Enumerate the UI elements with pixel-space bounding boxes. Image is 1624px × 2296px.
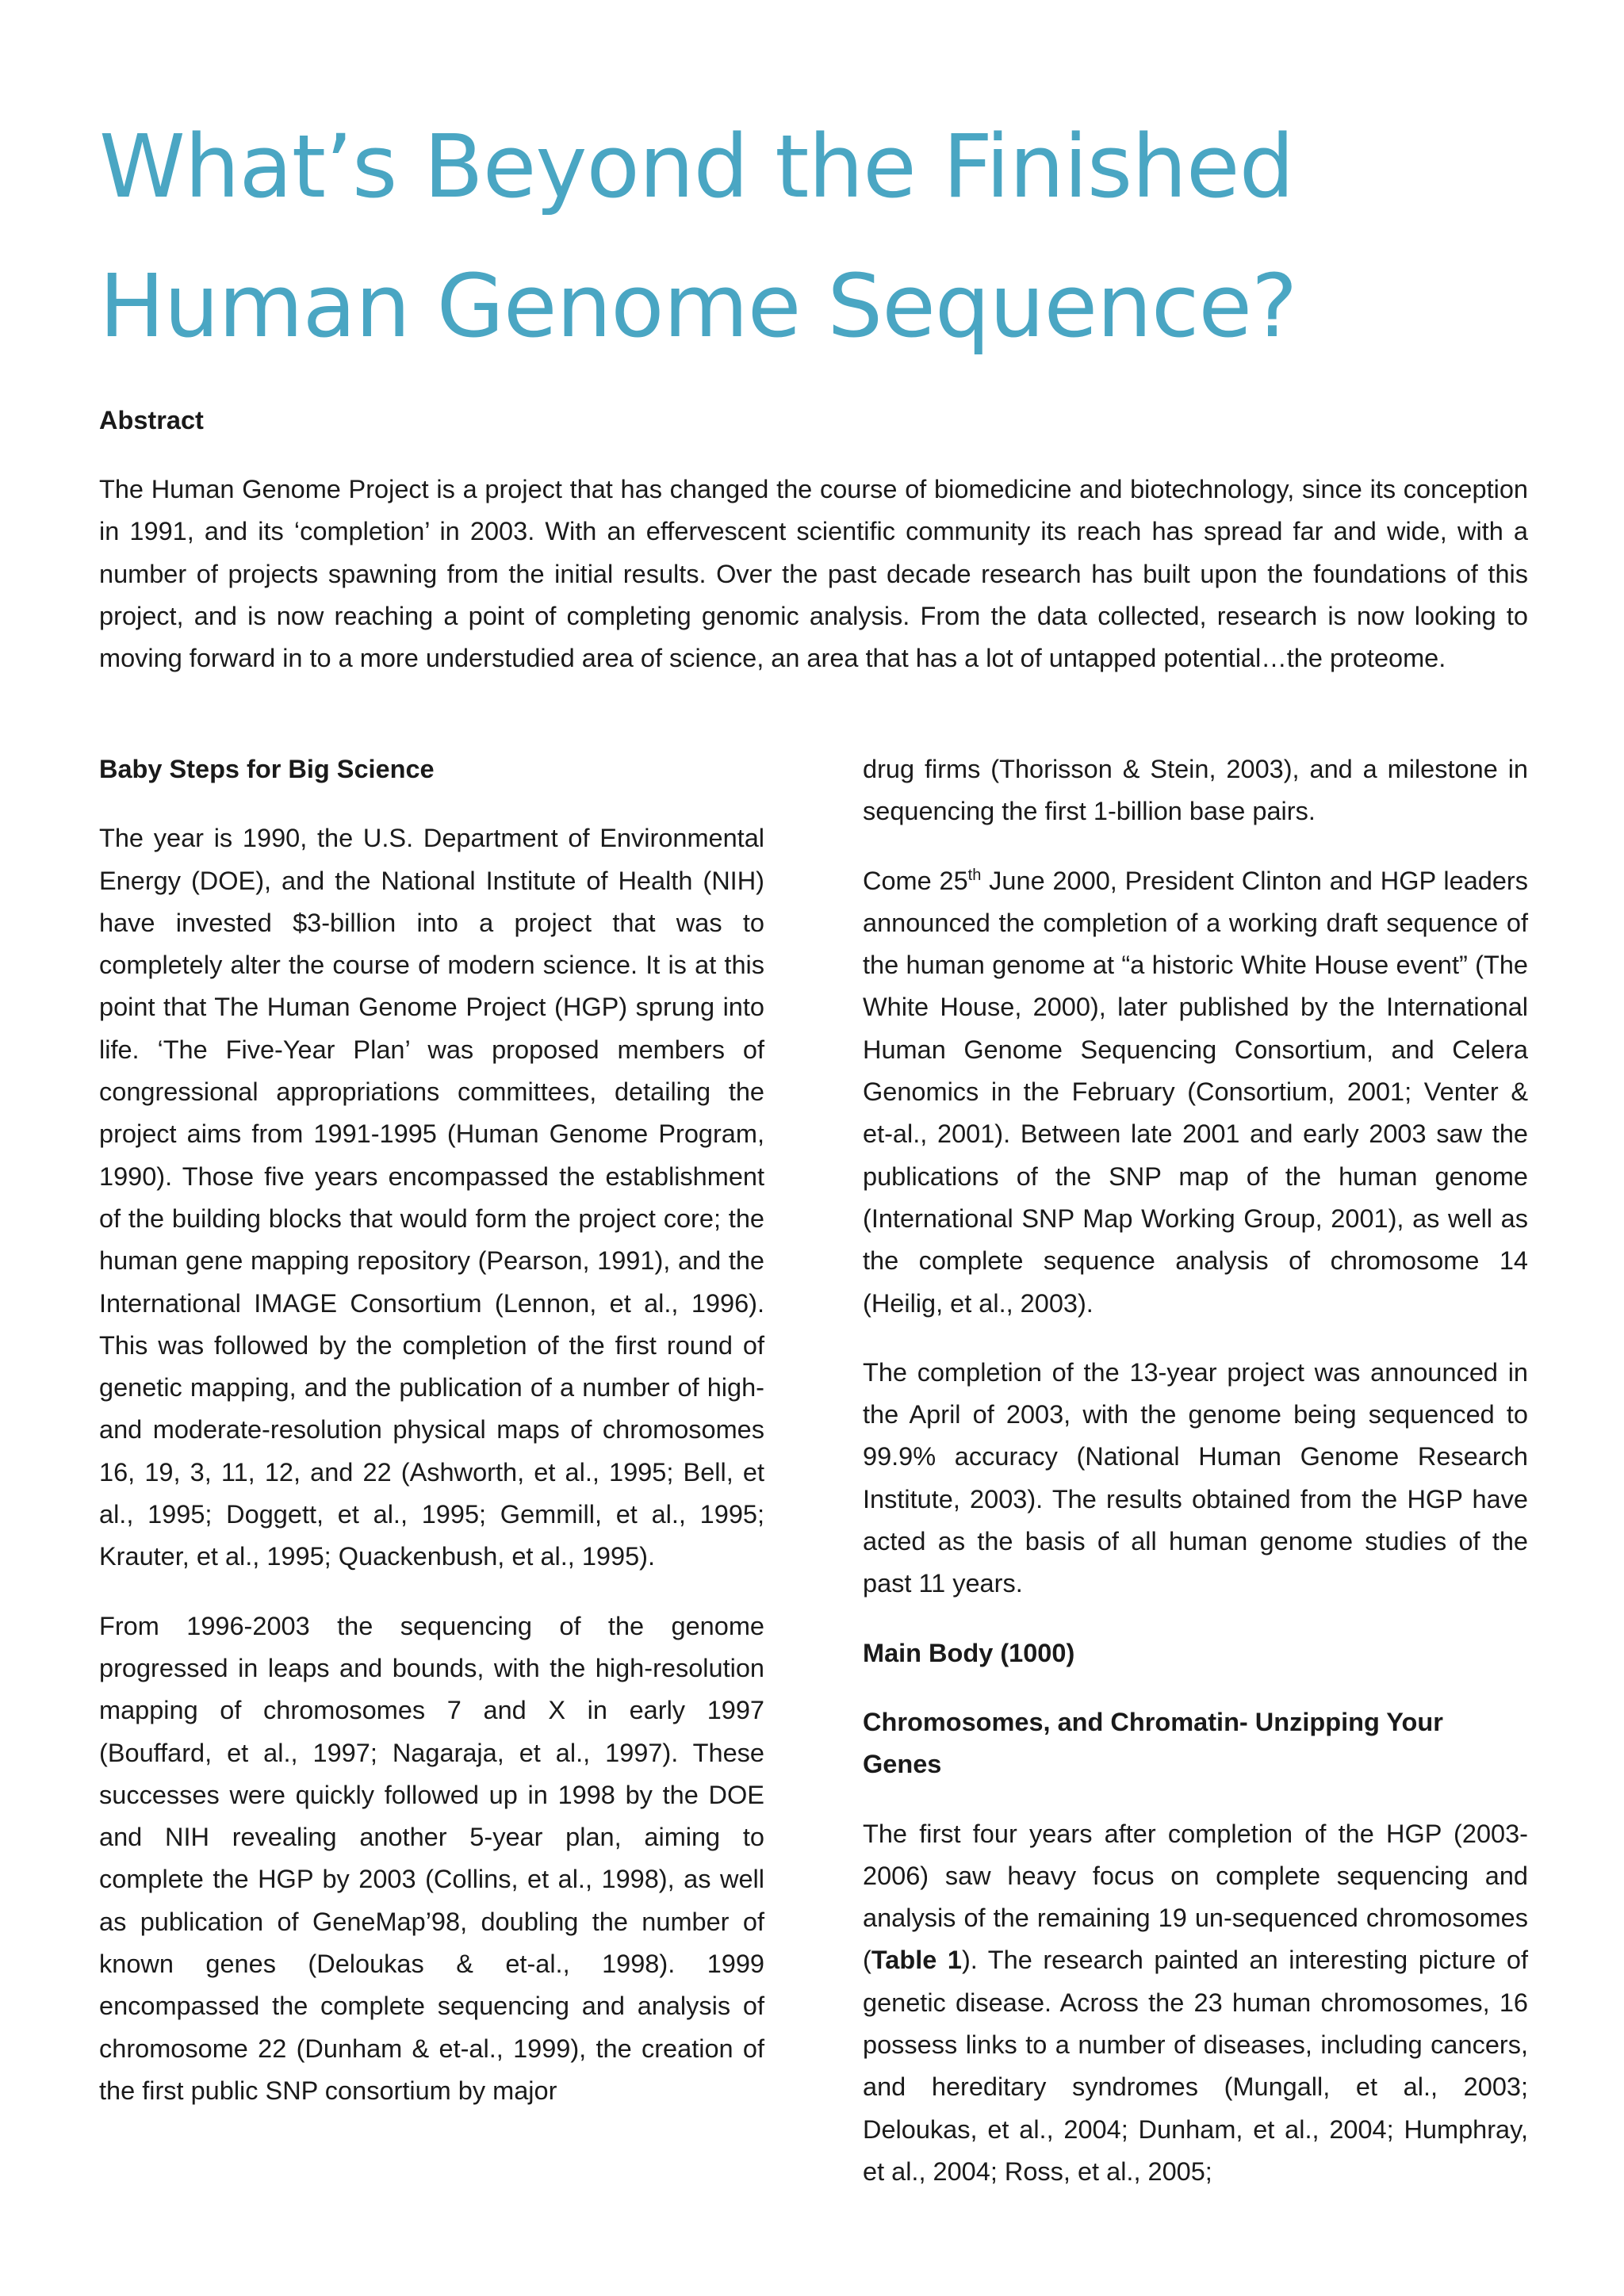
ordinal-superscript: th (967, 866, 982, 884)
right-column (863, 748, 1528, 2220)
paragraph-4-rest: ). The research painted an interesting picture of genetic disease. Across the 23 human chromosomes, 16 possess links to a number of diseases, including cancers, and hereditary syndromes (Mungall, et al., 2003; Deloukas, et al., 2004; Dunham, et al., 2004; Humphray, et al., 2004; Ross, et al., 2005; (863, 1946, 1529, 2186)
document-title (99, 97, 1526, 376)
right-paragraph-4 (863, 1813, 1528, 2194)
title-line-1: What’s Beyond the Finished (99, 116, 1294, 217)
right-paragraph-3: The completion of the 13-year project was announced in the April of 2003, with the genome being sequenced to 99.9% accuracy (National Human Genome Research Institute, 2003). The results obtained from the HGP have acted as the basis of all human genome studies of the past 11 years. (863, 1357, 1528, 1598)
right-paragraph-1: drug firms (Thorisson & Stein, 2003), and a milestone in sequencing the first 1-billion base pairs. (863, 755, 1528, 826)
paragraph-2-prefix: Come 25 (863, 866, 968, 895)
title-line-2: Human Genome Sequence? (99, 255, 1297, 357)
left-paragraph-2: From 1996-2003 the sequencing of the genome progressed in leaps and bounds, with the high-resolution mapping of chromosomes 7 and X in early 1997 (Bouffard, et al., 1997; Nagaraja, et al., 1997). These successes were quickly followed up in 1998 by the DOE and NIH revealing another 5-year plan, aiming to complete the HGP by 2003 (Collins, et al., 1998), as well as publication of GeneMap’98, doubling the number of known genes (Deloukas & et-al., 1998). 1999 encompassed the complete sequencing and analysis of chromosome 22 (Dunham & et-al., 1999), the creation of the first public SNP consortium by major (99, 1611, 764, 2105)
paragraph-4-prefix: The first four years after completion of the HGP (2003-2006) saw heavy focus on complete sequencing and analysis of the remaining 19 un-sequenced chromosomes ( (863, 1819, 1528, 1975)
left-column (99, 748, 764, 2139)
section-heading-main-body: Main Body (1000) (863, 1638, 1075, 1667)
section-heading-chromosomes: Chromosomes, and Chromatin- Unzipping Your Genes (863, 1707, 1443, 1779)
abstract-heading: Abstract (99, 406, 204, 434)
section-heading-baby-steps: Baby Steps for Big Science (99, 755, 435, 783)
paragraph-2-rest: June 2000, President Clinton and HGP leaders announced the completion of a working draft sequence of the human genome at “a historic White House event” (The White House, 2000), later published by the International Human Genome Sequencing Consortium, and Celera Genomics in the February (Consortium, 2001; Venter & et-al., 2001). Between late 2001 and early 2003 saw the publications of the SNP map of the human genome (International SNP Map Working Group, 2001), as well as the complete sequence analysis of chromosome 14 (Heilig, et al., 2003). (863, 866, 1529, 1318)
table-reference: Table 1 (871, 1946, 962, 1975)
abstract-body: The Human Genome Project is a project that has changed the course of biomedicine and biotechnology, since its conception in 1991, and its ‘completion’ in 2003. With an effervescent scientific community its reach has spread far and wide, with a number of projects spawning from the initial results. Over the past decade research has built upon the foundations of this project, and is now reaching a point of completing genomic analysis. From the data collected, research is now looking to moving forward in to a more understudied area of science, an area that has a lot of untapped potential…the proteome. (99, 475, 1528, 673)
left-paragraph-1: The year is 1990, the U.S. Department of Environmental Energy (DOE), and the National Institute of Health (NIH) have invested $3-billion into a project that was to completely alter the course of modern science. It is at this point that The Human Genome Project (HGP) sprung into life. ‘The Five-Year Plan’ was proposed members of congressional appropriations committees, detailing the project aims from 1991-1995 (Human Genome Program, 1990). Those five years encompassed the establishment of the building blocks that would form the project core; the human gene mapping repository (Pearson, 1991), and the International IMAGE Consortium (Lennon, et al., 1996). This was followed by the completion of the first round of genetic mapping, and the publication of a number of high- and moderate-resolution physical maps of chromosomes 16, 19, 3, 11, 12, and 22 (Ashworth, et al., 1995; Bell, et al., 1995; Doggett, et al., 1995; Gemmill, et al., 1995; Krauter, et al., 1995; Quackenbush, et al., 1995). (99, 824, 764, 1571)
right-paragraph-2 (863, 860, 1528, 1325)
